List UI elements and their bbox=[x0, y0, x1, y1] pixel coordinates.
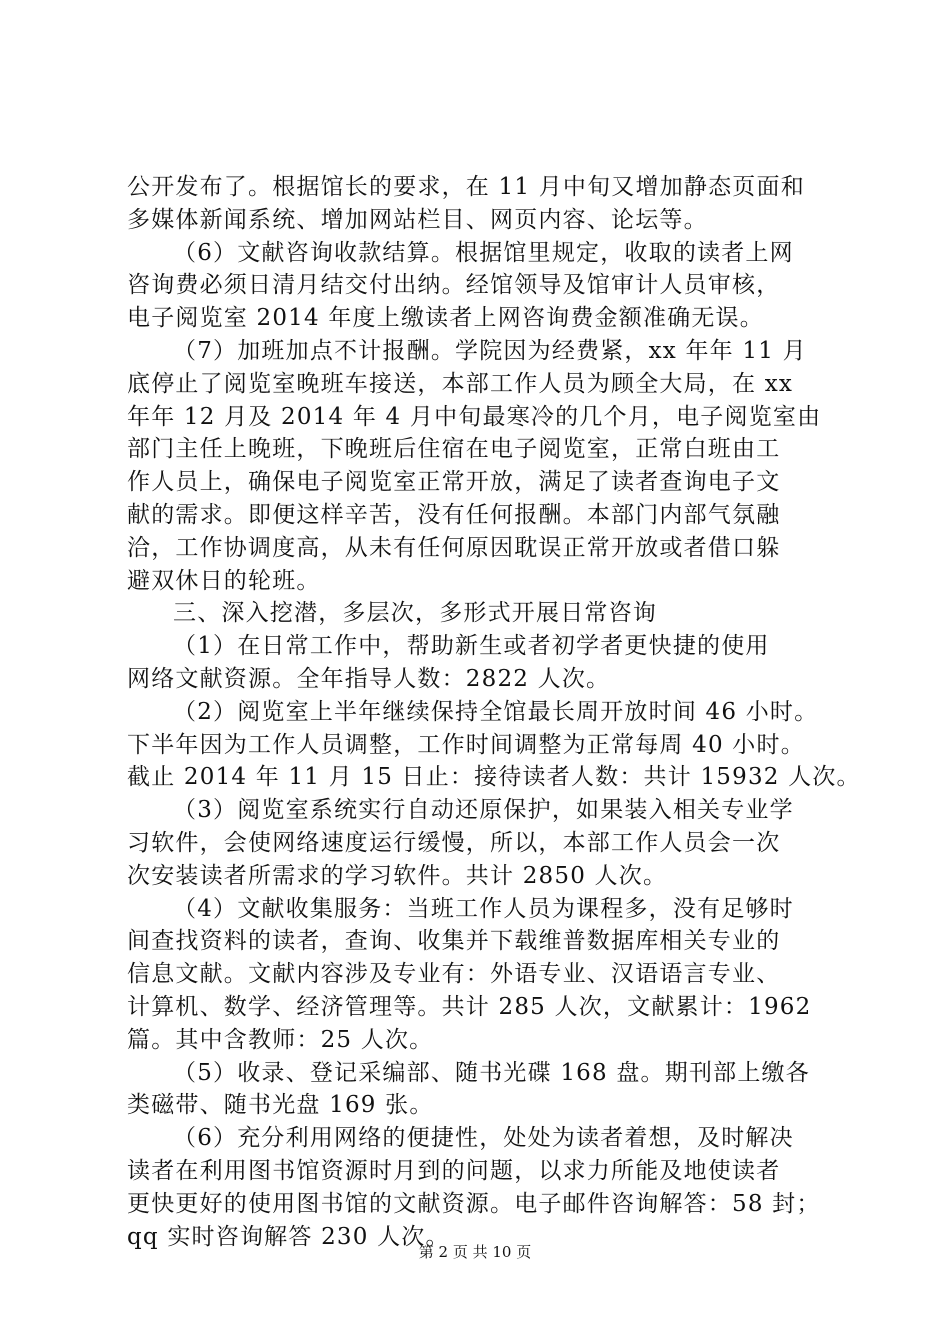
body-line: 信息文献。文献内容涉及专业有：外语专业、汉语语言专业、 bbox=[127, 961, 781, 988]
body-line: 更快更好的使用图书馆的文献资源。电子邮件咨询解答：58 封； bbox=[127, 1190, 821, 1217]
section-heading: 三、深入挖潜，多层次，多形式开展日常咨询 bbox=[173, 600, 657, 627]
paragraph-start-line: （2）阅览室上半年继续保持全馆最长周开放时间 46 小时。 bbox=[173, 698, 819, 725]
body-line: 年年 12 月及 2014 年 4 月中旬最寒冷的几个月，电子阅览室由 bbox=[127, 403, 822, 430]
body-line: 下半年因为工作人员调整，工作时间调整为正常每周 40 小时。 bbox=[127, 731, 805, 758]
paragraph-start-line: （5）收录、登记采编部、随书光碟 168 盘。期刊部上缴各 bbox=[173, 1059, 810, 1086]
body-line: 咨询费必须日清月结交付出纳。经馆领导及馆审计人员审核， bbox=[127, 272, 781, 299]
document-body bbox=[127, 171, 861, 1253]
body-line: 电子阅览室 2014 年度上缴读者上网咨询费金额准确无误。 bbox=[127, 305, 764, 332]
paragraph-start-line: （7）加班加点不计报酬。学院因为经费紧，xx 年年 11 月 bbox=[173, 337, 807, 364]
paragraph-start-line: （6）充分利用网络的便捷性，处处为读者着想，及时解决 bbox=[173, 1125, 794, 1152]
body-line: 次安装读者所需求的学习软件。共计 2850 人次。 bbox=[127, 862, 668, 889]
body-line: qq 实时咨询解答 230 人次。 bbox=[127, 1223, 450, 1250]
paragraph-start-line: （1）在日常工作中，帮助新生或者初学者更快捷的使用 bbox=[173, 633, 770, 660]
paragraph-start-line: （3）阅览室系统实行自动还原保护，如果装入相关专业学 bbox=[173, 797, 794, 824]
body-line: 避双休日的轮班。 bbox=[127, 567, 321, 594]
body-line: 读者在利用图书馆资源时月到的问题，以求力所能及地使读者 bbox=[127, 1157, 781, 1184]
body-line: 截止 2014 年 11 月 15 日止：接待读者人数：共计 15932 人次。 bbox=[127, 764, 861, 791]
body-line: 公开发布了。根据馆长的要求，在 11 月中旬又增加静态页面和 bbox=[127, 174, 805, 200]
body-line: 部门主任上晚班，下晚班后住宿在电子阅览室，正常白班由工 bbox=[127, 436, 781, 463]
body-line: 作人员上，确保电子阅览室正常开放，满足了读者查询电子文 bbox=[127, 469, 781, 496]
paragraph-start-line: （4）文献收集服务：当班工作人员为课程多，没有足够时 bbox=[173, 895, 794, 922]
body-line: 献的需求。即便这样辛苦，没有任何报酬。本部门内部气氛融 bbox=[127, 501, 781, 528]
body-line: 底停止了阅览室晚班车接送，本部工作人员为顾全大局，在 xx bbox=[127, 370, 794, 397]
paragraph-start-line: （6）文献咨询收款结算。根据馆里规定，收取的读者上网 bbox=[173, 239, 794, 266]
body-line: 网络文献资源。全年指导人数：2822 人次。 bbox=[127, 665, 611, 692]
body-line: 洽，工作协调度高，从未有任何原因耽误正常开放或者借口躲 bbox=[127, 534, 781, 561]
body-line: 多媒体新闻系统、增加网站栏目、网页内容、论坛等。 bbox=[127, 206, 708, 233]
body-line: 计算机、数学、经济管理等。共计 285 人次，文献累计：1962 bbox=[127, 993, 812, 1020]
body-line: 篇。其中含教师：25 人次。 bbox=[127, 1026, 434, 1053]
body-line: 习软件，会使网络速度运行缓慢，所以，本部工作人员会一次 bbox=[127, 829, 781, 856]
body-line: 间查找资料的读者，查询、收集并下载维普数据库相关专业的 bbox=[127, 928, 781, 955]
body-line: 类磁带、随书光盘 169 张。 bbox=[127, 1092, 434, 1119]
page-number-footer: 第 2 页 共 10 页 bbox=[418, 1243, 532, 1261]
